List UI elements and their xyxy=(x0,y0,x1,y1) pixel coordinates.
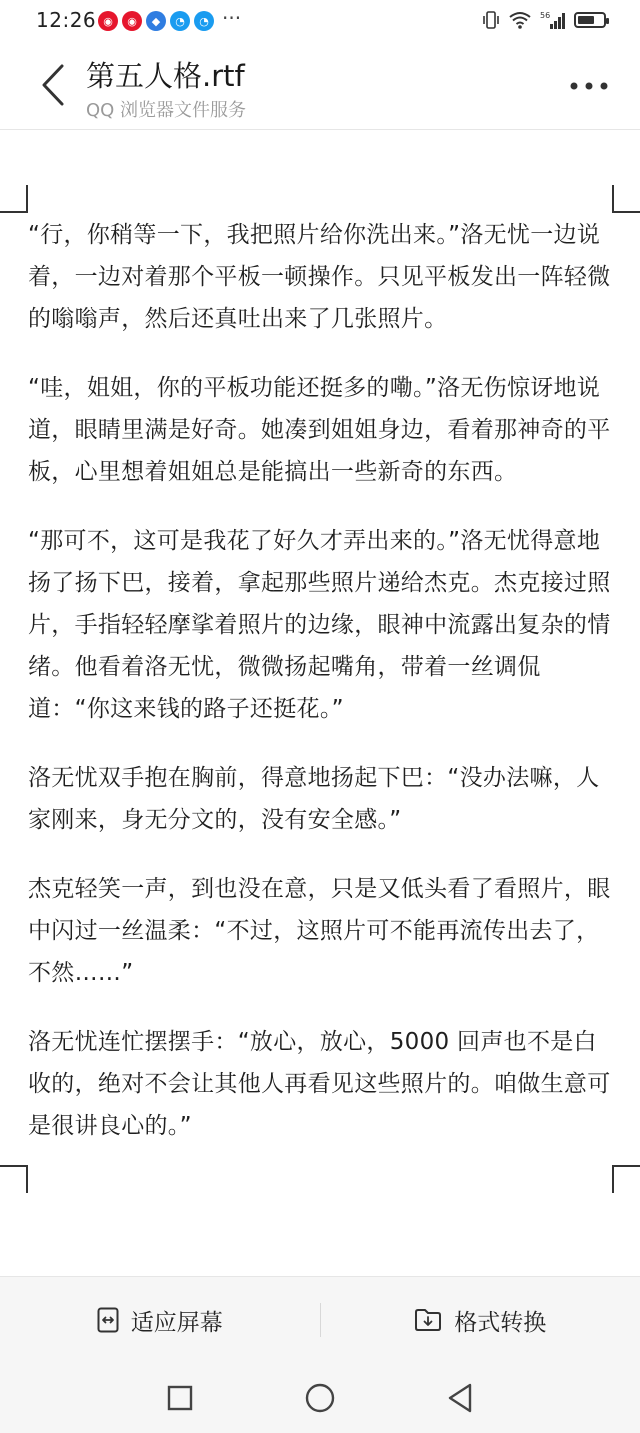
back-button[interactable] xyxy=(30,60,76,110)
system-navigation-bar xyxy=(0,1362,640,1433)
page-title: 第五人格.rtf xyxy=(86,59,245,93)
chevron-left-icon xyxy=(40,63,66,107)
home-button[interactable] xyxy=(298,1376,342,1420)
app-header xyxy=(0,44,640,130)
fit-screen-button[interactable] xyxy=(0,1277,320,1363)
signal-icon xyxy=(540,10,566,30)
status-bar xyxy=(0,0,640,44)
page-subtitle: QQ 浏览器文件服务 xyxy=(86,100,247,121)
page-corner-mark xyxy=(0,185,28,213)
notification-icons xyxy=(98,11,214,31)
network-label: 56 xyxy=(540,11,551,20)
page-corner-mark xyxy=(0,1165,28,1193)
fit-screen-icon xyxy=(97,1307,119,1333)
status-time: 12:26 xyxy=(36,8,97,32)
square-icon xyxy=(166,1384,194,1412)
document-paragraph: 杰克轻笑一声，到也没在意，只是又低头看了看照片，眼中闪过一丝温柔：“不过，这照片可不能再流传出去了，不然……” xyxy=(28,876,611,986)
convert-format-label: 格式转换 xyxy=(454,1309,547,1336)
weibo-icon: ◉ xyxy=(122,11,142,31)
page-corner-mark xyxy=(612,185,640,213)
circle-icon xyxy=(304,1382,336,1414)
wifi-icon xyxy=(508,10,532,30)
triangle-back-icon xyxy=(446,1382,474,1414)
battery-level xyxy=(578,16,594,24)
document-paragraph: “行，你稍等一下，我把照片给你洗出来。”洛无忧一边说着，一边对着那个平板一顿操作。只见平板发出一阵轻微的嗡嗡声，然后还真吐出来了几张照片。 xyxy=(28,222,611,332)
folder-download-icon xyxy=(414,1308,442,1332)
convert-format-button[interactable] xyxy=(321,1277,640,1363)
more-options-button[interactable] xyxy=(566,66,612,106)
document-paragraph: 洛无忧双手抱在胸前，得意地扬起下巴：“没办法嘛，人家刚来，身无分文的，没有安全感。” xyxy=(28,765,600,833)
qq-browser-icon: ◔ xyxy=(194,11,214,31)
system-indicators xyxy=(482,9,606,31)
qq-browser-icon: ◔ xyxy=(170,11,190,31)
document-paragraph: “那可不，这可是我花了好久才弄出来的。”洛无忧得意地扬了扬下巴，接着，拿起那些照片递给杰克。杰克接过照片，手指轻轻摩挲着照片的边缘，眼神中流露出复杂的情绪。他看着洛无忧，微微扬起嘴角，带着一丝调侃道：“你这来钱的路子还挺花。” xyxy=(28,528,611,722)
document-paragraph: “哇，姐姐，你的平板功能还挺多的嘞。”洛无伤惊讶地说道，眼睛里满是好奇。她凑到姐姐身边，看着那神奇的平板，心里想着姐姐总是能搞出一些新奇的东西。 xyxy=(28,375,611,485)
app-icon: ◆ xyxy=(146,11,166,31)
bottom-toolbar xyxy=(0,1276,640,1363)
page-corner-mark xyxy=(612,1165,640,1193)
more-dots-icon xyxy=(569,81,609,91)
back-nav-button[interactable] xyxy=(438,1376,482,1420)
document-paragraph: 洛无忧连忙摆摆手：“放心，放心，5000 回声也不是白收的，绝对不会让其他人再看见这些照片的。咱做生意可是很讲良心的。” xyxy=(28,1029,611,1139)
vibrate-icon xyxy=(482,9,500,31)
fit-screen-label: 适应屏幕 xyxy=(130,1309,223,1336)
document-viewer[interactable] xyxy=(0,130,640,1276)
recent-apps-button[interactable] xyxy=(158,1376,202,1420)
document-content xyxy=(28,214,616,1174)
battery-icon xyxy=(574,12,606,28)
more-notifications-icon: ··· xyxy=(222,6,242,30)
weibo-icon: ◉ xyxy=(98,11,118,31)
